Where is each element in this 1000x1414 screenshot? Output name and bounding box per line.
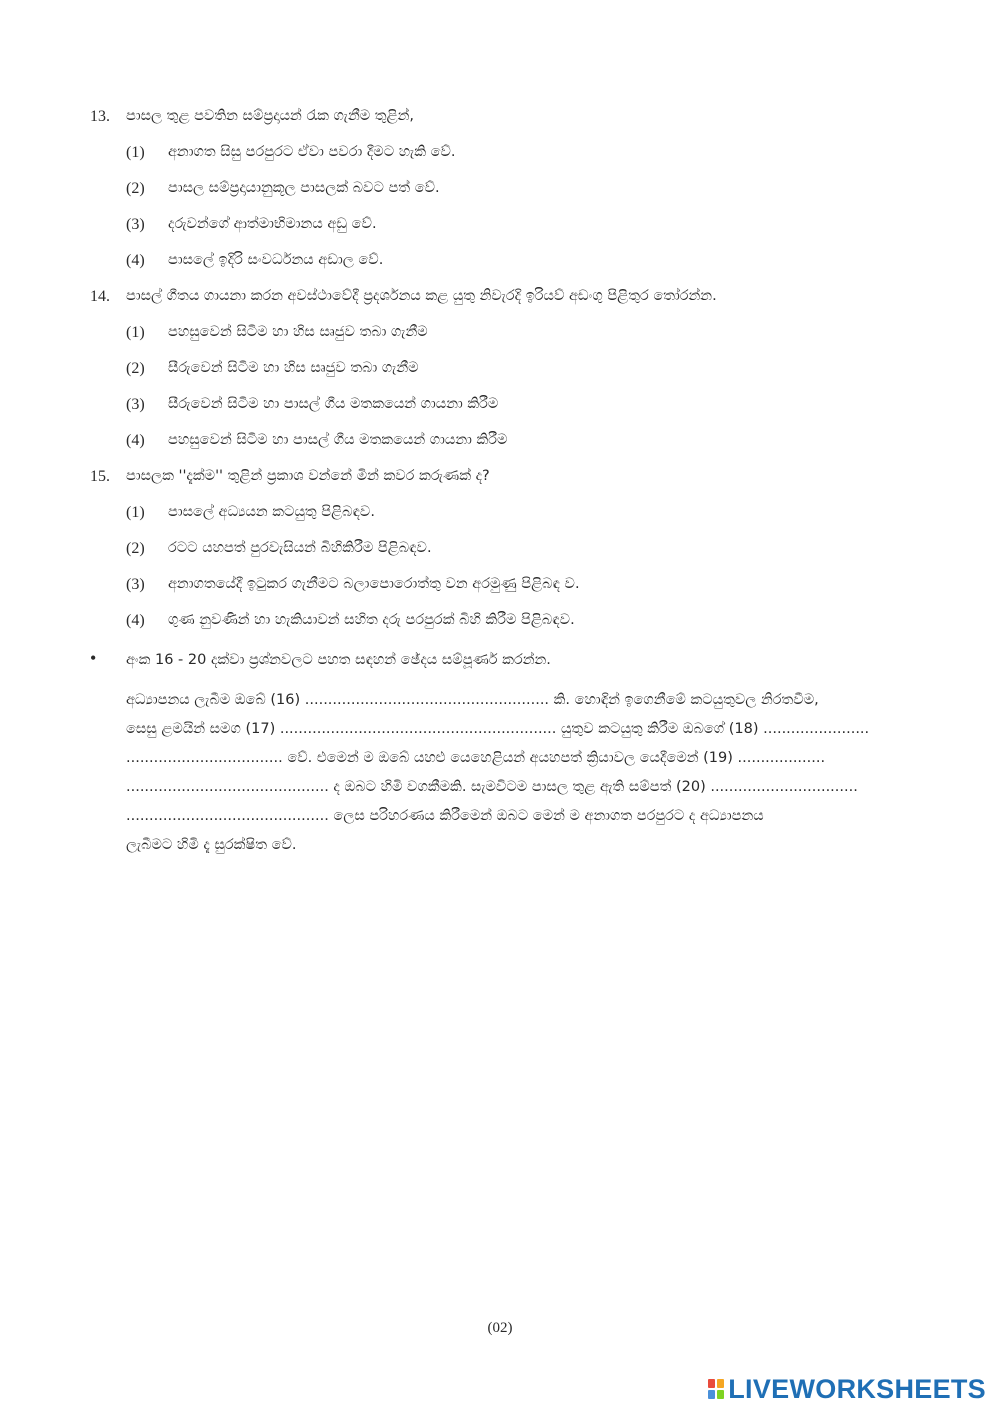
- fill-line-5: ............................................ ලෙස පරිහරණය කිරීමෙන් ඔබට මෙන් ම අනාගත පරපුරට ද අධ්‍යාපනය: [126, 808, 764, 824]
- q13-option-3-number: (3): [126, 216, 145, 233]
- q14-option-3-number: (3): [126, 396, 145, 413]
- q15-option-2-text: රටට යහපත් පුරවැසියන් බිහිකිරීම පිළිබඳව.: [168, 540, 432, 556]
- logo-grid-icon: [708, 1379, 724, 1399]
- q15-option-1-text: පාසලේ අධ්‍යයන කටයුතු පිළිබඳව.: [168, 504, 375, 520]
- bullet-marker: •: [90, 648, 97, 668]
- q15-option-3-number: (3): [126, 576, 145, 593]
- q15-option-4-text: ගුණ නුවණින් හා හැකියාවන් සහිත දරු පරපුරක් බිහි කිරීම පිළිබඳව.: [168, 612, 575, 628]
- q13-option-3-text: දරුවන්ගේ ආත්මාභිමානය අඩු වේ.: [168, 216, 377, 232]
- q14-option-2-number: (2): [126, 360, 145, 377]
- q13-option-2-number: (2): [126, 180, 145, 197]
- question-14-number: 14.: [90, 288, 110, 305]
- question-13-text: පාසල තුළ පවතින සම්ප්‍රදායන් රැක ගැනීම තුළින්,: [126, 108, 414, 124]
- fill-line-6: ලැබීමට හිමි දැ සුරක්ෂිත වේ.: [126, 837, 297, 853]
- q14-option-2-text: සීරුවෙන් සිටීම හා හිස සෘජුව තබා ගැනීම: [168, 360, 419, 376]
- question-14-text: පාසල් ගීතය ගායනා කරන අවස්ථාවේදී ප්‍රදර්ශනය කළ යුතු නිවැරදි ඉරියව් අඩංගු පිළිතුර තෝරන්න.: [126, 288, 717, 304]
- q14-option-1-text: පහසුවෙන් සිටීම හා හිස සෘජුව තබා ගැනීම: [168, 324, 428, 340]
- fill-line-4: ............................................ ද ඔබට හිමි වගකීමකි. සැමවිටම පාසල තුළ ඇති සම්පත් (20) ................................: [126, 779, 858, 795]
- question-15-number: 15.: [90, 468, 110, 485]
- q13-option-4-number: (4): [126, 252, 145, 269]
- fill-line-1: අධ්‍යාපනය ලැබීම ඔබේ (16) ..................................................... කි. හොඳින් ඉගෙනීමේ කටයුතුවල නිරතවීම,: [126, 692, 819, 708]
- page-number: (02): [487, 1320, 513, 1336]
- logo-text: LIVEWORKSHEETS: [728, 1373, 986, 1404]
- fill-instruction: අංක 16 - 20 දක්වා ප්‍රශ්නවලට පහත සඳහන් ඡේදය සම්පූර්ණ කරන්න.: [126, 652, 551, 668]
- question-13-number: 13.: [90, 108, 110, 125]
- q13-option-1-number: (1): [126, 144, 145, 161]
- q14-option-3-text: සීරුවෙන් සිටීම හා පාසල් ගීය මතකයෙන් ගායනා කිරීම: [168, 396, 499, 412]
- q14-option-4-text: පහසුවෙන් සිටීම හා පාසල් ගීය මතකයෙන් ගායනා කිරීම: [168, 432, 508, 448]
- question-15-text: පාසලක ''දැක්ම'' තුළින් ප්‍රකාශ වන්නේ මින් කවර කරුණක් ද?: [126, 468, 490, 484]
- fill-line-3: .................................. වේ. එමෙන් ම ඔබේ යහළු යෙහෙළියන් අයහපත් ක්‍රියාවල යෙදීමෙන් (19) ...................: [126, 750, 826, 766]
- q15-option-1-number: (1): [126, 504, 145, 521]
- liveworksheets-logo[interactable]: [708, 1374, 986, 1404]
- q14-option-4-number: (4): [126, 432, 145, 449]
- q13-option-2-text: පාසල සම්ප්‍රදායානුකූල පාසලක් බවට පත් වේ.: [168, 180, 440, 196]
- q13-option-1-text: අනාගත සිසු පරපුරට ඒවා පවරා දීමට හැකි වේ.: [168, 144, 456, 160]
- fill-line-2: සෙසු ළමයින් සමග (17) ............................................................ යුතුව කටයුතු කිරීම ඔබගේ (18) .......................: [126, 721, 870, 737]
- q15-option-2-number: (2): [126, 540, 145, 557]
- fill-paragraph: [126, 686, 900, 860]
- q15-option-3-text: අනාගතයේදී ඉටුකර ගැනීමට බලාපොරොත්තු වන අරමුණු පිළිබඳ ව.: [168, 576, 580, 592]
- q15-option-4-number: (4): [126, 612, 145, 629]
- q13-option-4-text: පාසලේ ඉදිරි සංවර්ධනය අඩාල වේ.: [168, 252, 384, 268]
- q14-option-1-number: (1): [126, 324, 145, 341]
